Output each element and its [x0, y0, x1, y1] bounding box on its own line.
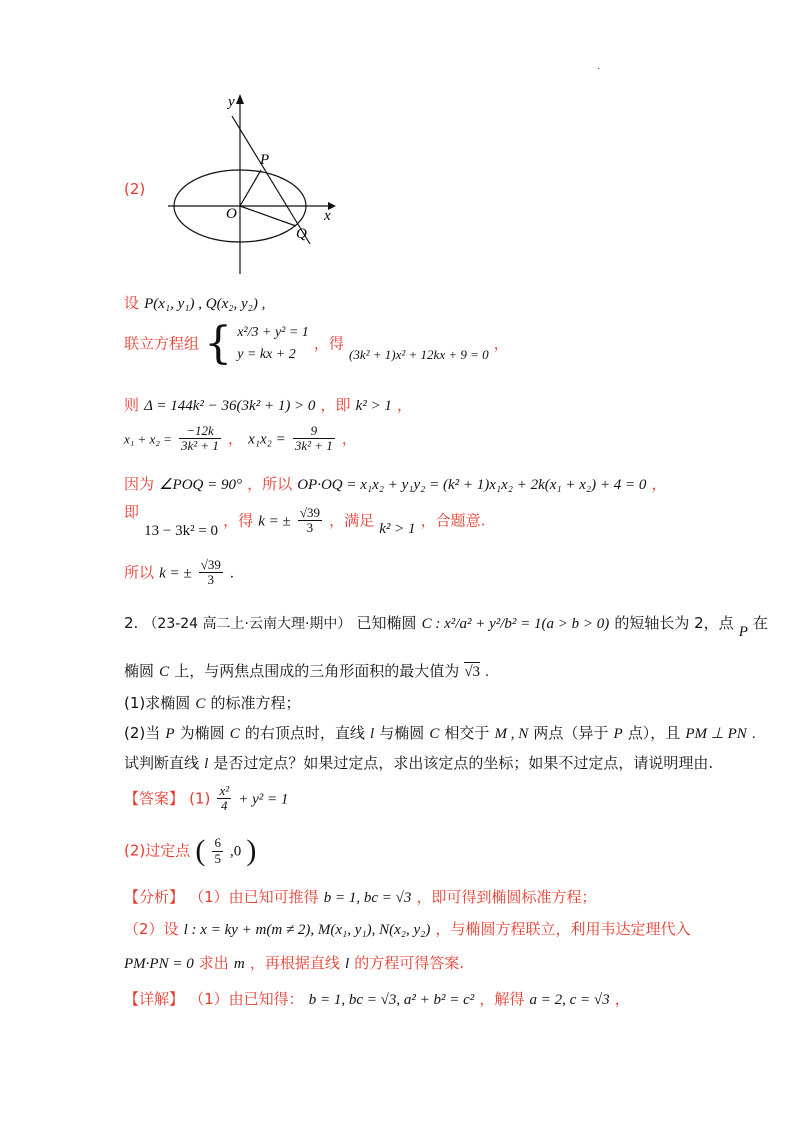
numerator: x²	[219, 783, 230, 798]
solution-line-3	[124, 394, 412, 415]
text: ，	[341, 429, 357, 448]
text: 求出	[198, 954, 229, 972]
text: 与椭圆	[379, 724, 425, 742]
text: 已知椭圆	[356, 614, 417, 632]
math-expression: l	[344, 956, 350, 972]
solution-line-6	[124, 503, 486, 540]
math-expression: P(x₁, y₁) , Q(x₂, y₂) ,	[144, 296, 266, 312]
text: 试判断直线	[124, 754, 200, 772]
text: (1)	[189, 789, 211, 808]
text: ，满足	[329, 511, 375, 530]
text: .	[229, 565, 234, 582]
text: 上，与两焦点围成的三角形面积的最大值为	[174, 662, 460, 680]
analysis-line-3	[124, 952, 464, 973]
math-expression: (3k² + 1)x² + 12kx + 9 = 0	[349, 346, 489, 362]
system-eq-1: x²/3 + y² = 1	[237, 325, 309, 340]
question-2	[124, 722, 756, 743]
denominator: 3	[207, 572, 215, 588]
problem-number: 2.	[124, 614, 139, 632]
math-expression: m	[233, 956, 245, 972]
math-expression: OP·OQ = x₁x₂ + y₁y₂ = (k² + 1)x₁x₂ + 2k(x₁ + x₂) + 4 = 0	[297, 477, 647, 493]
origin-label: O	[226, 206, 237, 222]
fraction	[199, 558, 223, 588]
math-expression: k = ±	[159, 565, 192, 582]
detail-line-1	[124, 988, 630, 1009]
math-expression: √3	[464, 664, 481, 680]
math-expression: C	[195, 696, 206, 712]
math-expression: k² > 1	[355, 398, 392, 414]
denominator: 3k² + 1	[180, 438, 219, 454]
text: ，	[397, 396, 413, 414]
text: 点），且	[627, 724, 681, 742]
numerator: −12k	[179, 424, 221, 439]
answer-line-2	[124, 834, 256, 868]
math-expression: k = ±	[258, 513, 291, 530]
text: 相交于	[444, 724, 490, 742]
fraction	[217, 784, 231, 814]
question-2-line-2	[124, 752, 713, 773]
denominator: 3	[306, 520, 314, 536]
system-eq-2: y = kx + 2	[237, 347, 296, 362]
solution-line-4	[124, 424, 357, 454]
text: 在	[753, 614, 769, 632]
denominator: 4	[221, 798, 228, 814]
text: 即	[124, 503, 140, 522]
text: ，得	[223, 511, 254, 530]
answer-tag: 【答案】	[124, 789, 185, 808]
problem-line-2	[124, 660, 489, 681]
text: ，所以	[247, 475, 293, 493]
text: ，与椭圆方程联立，利用韦达定理代入	[435, 920, 691, 938]
analysis-line-1	[124, 886, 597, 907]
solution-line-1	[124, 292, 265, 313]
analysis-tag: 【分析】	[124, 888, 185, 906]
fraction	[293, 424, 335, 454]
text: (1)求椭圆	[124, 694, 191, 712]
part-label: (2)	[124, 180, 146, 198]
page-mark: .	[597, 62, 600, 71]
fraction	[298, 506, 322, 536]
x-label: x	[324, 208, 331, 224]
text: 所以	[124, 563, 155, 582]
math-expression: Δ = 144k² − 36(3k² + 1) > 0	[144, 398, 316, 414]
math-expression: C	[159, 664, 170, 680]
q-label: Q	[296, 226, 307, 242]
paren-close: )	[246, 834, 257, 867]
solution-line-7	[124, 558, 234, 588]
y-axis-arrow	[236, 94, 244, 104]
brace: {	[204, 318, 233, 369]
text: （1）由已知可推得	[189, 888, 319, 906]
numerator: 6	[214, 835, 221, 851]
text: 联立方程组	[124, 334, 200, 353]
text: （1）由已知得：	[189, 990, 304, 1008]
math-expression: l	[369, 726, 375, 742]
text: (2)当	[124, 724, 161, 742]
segment-oq	[240, 206, 296, 226]
text: ，再根据直线	[249, 954, 340, 972]
text: ，	[493, 334, 509, 353]
text: 的短轴长为 2，点	[614, 614, 734, 632]
text: .	[751, 726, 756, 742]
fraction	[179, 424, 221, 454]
math-expression: PM·PN = 0	[124, 956, 194, 972]
text: ，	[614, 990, 630, 1008]
math-expression: x₁ + x₂ =	[124, 431, 172, 447]
math-expression: 13 − 3k² = 0	[144, 523, 219, 540]
math-expression: l : x = ky + m(m ≠ 2), M(x₁, y₁), N(x₂, y₂)	[183, 922, 431, 938]
math-expression: C	[429, 726, 440, 742]
text: （2）设	[124, 920, 179, 938]
text: ，解得	[479, 990, 525, 1008]
text: 是否过定点？如果过定点，求出该定点的坐标；如果不过定点，请说明理由.	[213, 754, 714, 772]
denominator: 5	[214, 850, 221, 866]
fraction	[212, 836, 223, 866]
denominator: 3k² + 1	[294, 438, 333, 454]
text: (2)过定点	[124, 841, 191, 860]
math-expression: k² > 1	[379, 521, 416, 538]
text: 椭圆	[124, 662, 155, 680]
text: ，合题意.	[420, 511, 486, 530]
question-1	[124, 692, 300, 713]
text: 为椭圆	[179, 724, 225, 742]
numerator: √39	[299, 505, 320, 520]
solution-line-5	[124, 473, 667, 494]
text: 的方程可得答案.	[354, 954, 464, 972]
numerator: √39	[200, 557, 221, 572]
text: ，得	[313, 334, 344, 353]
paren-open: (	[195, 834, 206, 867]
text: .	[485, 664, 489, 680]
math-expression: + y² = 1	[238, 791, 289, 808]
math-expression: C : x²/a² + y²/b² = 1(a > b > 0)	[421, 616, 610, 632]
analysis-line-2	[124, 918, 691, 939]
text: ，即可得到椭圆标准方程；	[416, 888, 597, 906]
math-expression: PM ⊥ PN	[685, 726, 747, 742]
text: 设	[124, 294, 140, 312]
text: ，即	[320, 396, 351, 414]
problem-source: （23-24 高二上·云南大理·期中）	[143, 616, 352, 632]
math-expression: x₁x₂ =	[248, 431, 286, 448]
math-expression: b = 1, bc = √3, a² + b² = c²	[308, 992, 475, 1008]
text: ，	[651, 475, 667, 493]
line-l	[232, 116, 310, 244]
p-label: P	[260, 152, 270, 168]
math-expression: P	[738, 624, 748, 640]
math-expression: l	[204, 756, 209, 772]
text: 因为	[124, 475, 155, 493]
detail-tag: 【详解】	[124, 990, 185, 1008]
math-expression: P	[165, 726, 175, 742]
numerator: 9	[293, 424, 335, 439]
math-expression: ,0	[230, 843, 242, 860]
text: 的标准方程；	[210, 694, 301, 712]
math-expression: a = 2, c = √3	[529, 992, 610, 1008]
problem-line-1	[124, 612, 769, 640]
math-expression: M , N	[494, 726, 529, 742]
math-expression: C	[229, 726, 240, 742]
math-expression: P	[613, 726, 623, 742]
ellipse-figure	[160, 88, 350, 280]
text: 则	[124, 396, 140, 414]
math-expression: ∠POQ = 90°	[159, 477, 243, 493]
solution-line-2	[124, 318, 509, 369]
text: 两点（异于	[533, 724, 609, 742]
text: ，	[228, 429, 244, 448]
segment-op	[240, 170, 261, 206]
math-expression: b = 1, bc = √3	[323, 890, 412, 906]
equation-system	[237, 322, 309, 366]
text: 的右顶点时，直线	[244, 724, 365, 742]
y-label: y	[228, 94, 235, 110]
answer-line-1	[124, 784, 288, 814]
